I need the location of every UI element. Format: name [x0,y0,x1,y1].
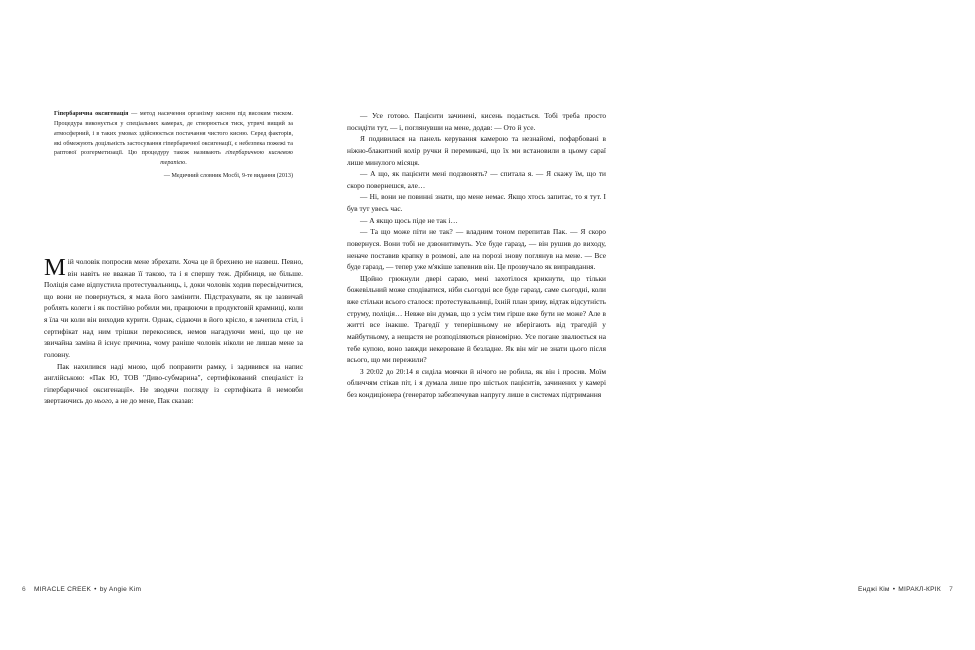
paragraph: Мій чоловік попросив мене збрехати. Хоча це й брехнею не назвеш. Певно, він навіть не вважав її такою, та і я спершу теж. Дрібниця, не більше. Поліція саме відпустила протестувальниць, і, доки чоловік ходив пересвідчитися, що вони не повернуться, я мала його замінити. Підстрахувати, як це зазвичай роблять колеги і як постійно робили ми, працюючи в продуктовій крамниці, коли я їла чи коли він виходив курити. Однак, сідаючи в його крісло, я зачепила стіл, і сертифікат над ним трішки перекосився, немов нагадуючи мені, що це не звичайна заміна й існує причина, чому раніше чоловік ніколи не лишав мене за головну. [44,253,303,359]
epigraph-text: — метод насичення організму киснем під високим тиском. Процедура виконується у спеціальних камерах, де створюється тиск, утричі вищий за атмосферний, і в таких умовах здійснюється постачання чистого кисню. Серед факторів, які обмежують доцільність застосування гіпербаричної оксигенації, є небезпека пожежі та раптової розгерметизації. Цю процедуру також називають [54,111,294,157]
paragraph: Я подивилася на панель керування камерою та незнайомі, пофарбовані в ніжно-блакитний колір ручки й перемикачі, що їх ми встановили в цьому сараї лише минулого місяця. [347,134,606,167]
epigraph-term: Гіпербарична оксигенація [54,111,129,117]
page-number-left: 6 [22,586,26,593]
epigraph-italic-tail: гіпербаричною кисневою терапією [160,150,293,167]
paragraph-text-after-italic: , а не до мене, Пак сказав: [111,396,194,406]
footer-spacer [26,586,34,593]
paragraph: — Та що може піти не так? — владним тоном перепитав Пак. — Я скоро повернуся. Вони тобі не дзвонитимуть. Усе буде гаразд, — він рушив до виходу, неначе поставив крапку в розмові, але на порозі знову поглянув на мене. — Все буде гаразд, — тепер уже м'якіше запевнив він. Це прозвучало як виправдання. [347,227,606,272]
footer-title-right: МІРАКЛ-КРІК [898,586,941,593]
paragraph: Щойно грюкнули двері сараю, мені захотілося крикнути, що тільки божевільний може сподіватися, ніби сьогодні все буде гаразд, саме сьогодні, коли вже стільки всього сталося: протестувальниці, їхній план зриву, відтак відсутність струму, поліція… Невже він думав, що з усім тим гірше вже бути не може? Але в житті все інакше. Трагедії у теперішньому не вберігають від трагедій у майбутньому, а нещастя не розподіляються рівномірно. Усе погане звалюється на тебе купою, воно завжди некероване й безладне. Як він міг не знати цього після всього, що ми пережили? [347,273,606,365]
left-body-text [44,253,303,407]
footer-left [0,558,325,650]
footer-spacer [941,586,949,593]
paragraph: — А що, як пацієнти мені подзвонять? — спитала я. — Я скажу їм, що ти скоро повернешся, але… [347,169,606,190]
footer-author-right: Енджі Кім [858,586,890,593]
epigraph-end: . [185,160,187,167]
paragraph-text-before-italic: Пак нахилився наді мною, щоб поправити рамку, і задивився на напис англійською: «Пак Ю, ТОВ "Диво-субмарина", сертифікований спеціаліст із гіпербаричної оксигенації». Не зводячи погляду із сертифіката й немовби звертаючись до [44,361,303,406]
paragraph: — Усе готово. Пацієнти зачинені, кисень подається. Тобі треба просто посидіти тут, — і, поглянувши на мене, додав: — Ото й усе. [347,111,606,132]
footer-right [650,558,975,650]
footer-title-left: MIRACLE CREEK [34,586,92,593]
paragraph: З 20:02 до 20:14 я сиділа мовчки й нічого не робила, як він і просив. Моїм обличчям стікав піт, і я думала лише про шістьох пацієнтів, зачинених у камері без кондиціонера (генератор забезпечував напругу лише в системах підтримання [347,366,606,399]
page-number-right: 7 [949,586,953,593]
paragraph-italic-word: нього [94,396,112,406]
right-body-text [347,110,606,401]
epigraph-source: — Медичний словник Мосбі, 9-те видання (2013) [163,173,293,180]
page-right [325,0,953,650]
footer-separator-left: • [94,586,97,593]
epigraph-block [54,110,293,169]
paragraph: — А якщо щось піде не так і… [360,215,458,225]
paragraph: — Ні, вони не повинні знати, що мене немає. Якщо хтось запитає, то я тут. І був тут увесь час. [347,192,606,213]
footer-separator-right: • [892,586,896,593]
paragraph [44,361,303,408]
page-left [0,0,325,650]
footer-author-left: by Angie Kim [99,586,142,593]
